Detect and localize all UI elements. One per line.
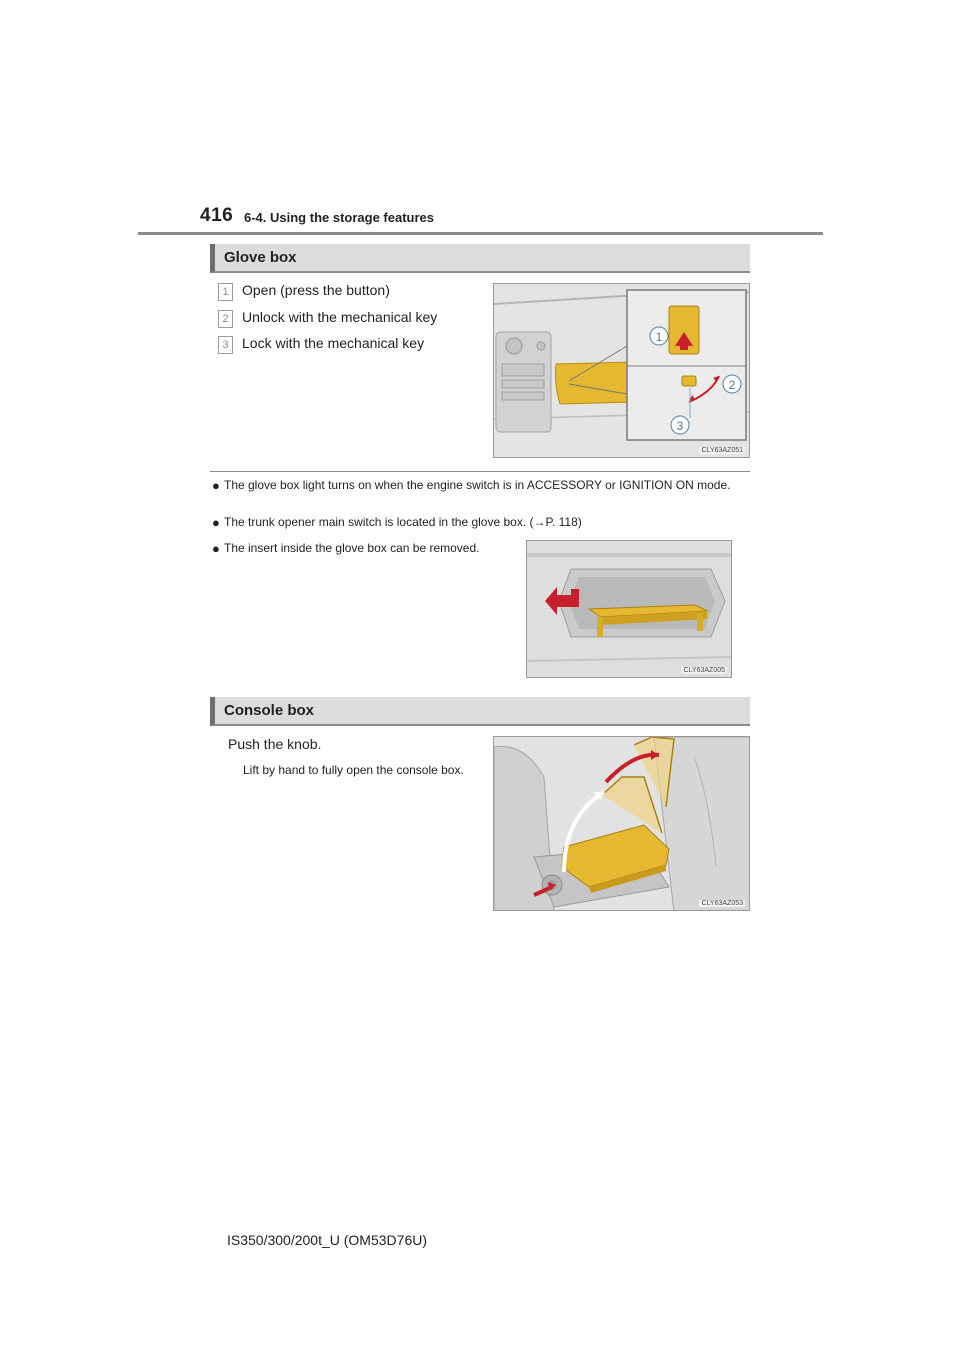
step-text: Unlock with the mechanical key [242, 309, 438, 325]
note-text: The glove box light turns on when the engine switch is in ACCESSORY or IGNITION ON mode. [224, 478, 731, 492]
step-number: 2 [218, 310, 233, 328]
page-number: 416 [200, 205, 234, 226]
console-box-figure [493, 736, 750, 911]
notes-divider [210, 471, 750, 472]
bullet-icon: ● [212, 478, 220, 493]
header-divider [138, 232, 823, 235]
step-text: Lock with the mechanical key [242, 335, 425, 351]
glove-box-heading-text: Glove box [224, 249, 297, 266]
step-number: 3 [218, 336, 233, 354]
console-box-heading-text: Console box [224, 702, 315, 719]
step-text: Open (press the button) [242, 282, 390, 298]
figure-code: CLY63AZ005 [683, 667, 725, 674]
glove-box-figure [493, 283, 750, 458]
note-text: The insert inside the glove box can be removed. [224, 541, 480, 555]
bullet-icon: ● [212, 515, 220, 530]
callout-3: 3 [676, 419, 684, 433]
glove-box-illustration [494, 284, 750, 458]
glove-insert-figure [526, 540, 732, 678]
console-box-heading [210, 697, 750, 726]
figure-code: CLY63AZ053 [701, 900, 743, 907]
console-instruction: Push the knob. [228, 736, 322, 752]
bullet-icon: ● [212, 541, 220, 556]
note-trunk-opener [212, 515, 750, 531]
console-box-illustration [494, 737, 750, 911]
section-title: 6-4. Using the storage features [244, 210, 434, 225]
callout-1: 1 [655, 330, 663, 344]
note-text: The trunk opener main switch is located in the glove box. (→P. 118) [224, 515, 582, 529]
note-insert [212, 541, 512, 573]
note-glove-light [212, 478, 750, 510]
figure-code: CLY63AZ051 [701, 447, 743, 454]
callout-2: 2 [728, 378, 736, 392]
footer-model: IS350/300/200t_U (OM53D76U) [227, 1232, 427, 1248]
glove-insert-illustration [527, 541, 732, 678]
console-sub-instruction: Lift by hand to fully open the console box. [243, 763, 464, 777]
step-number: 1 [218, 283, 233, 301]
glove-box-heading [210, 244, 750, 273]
